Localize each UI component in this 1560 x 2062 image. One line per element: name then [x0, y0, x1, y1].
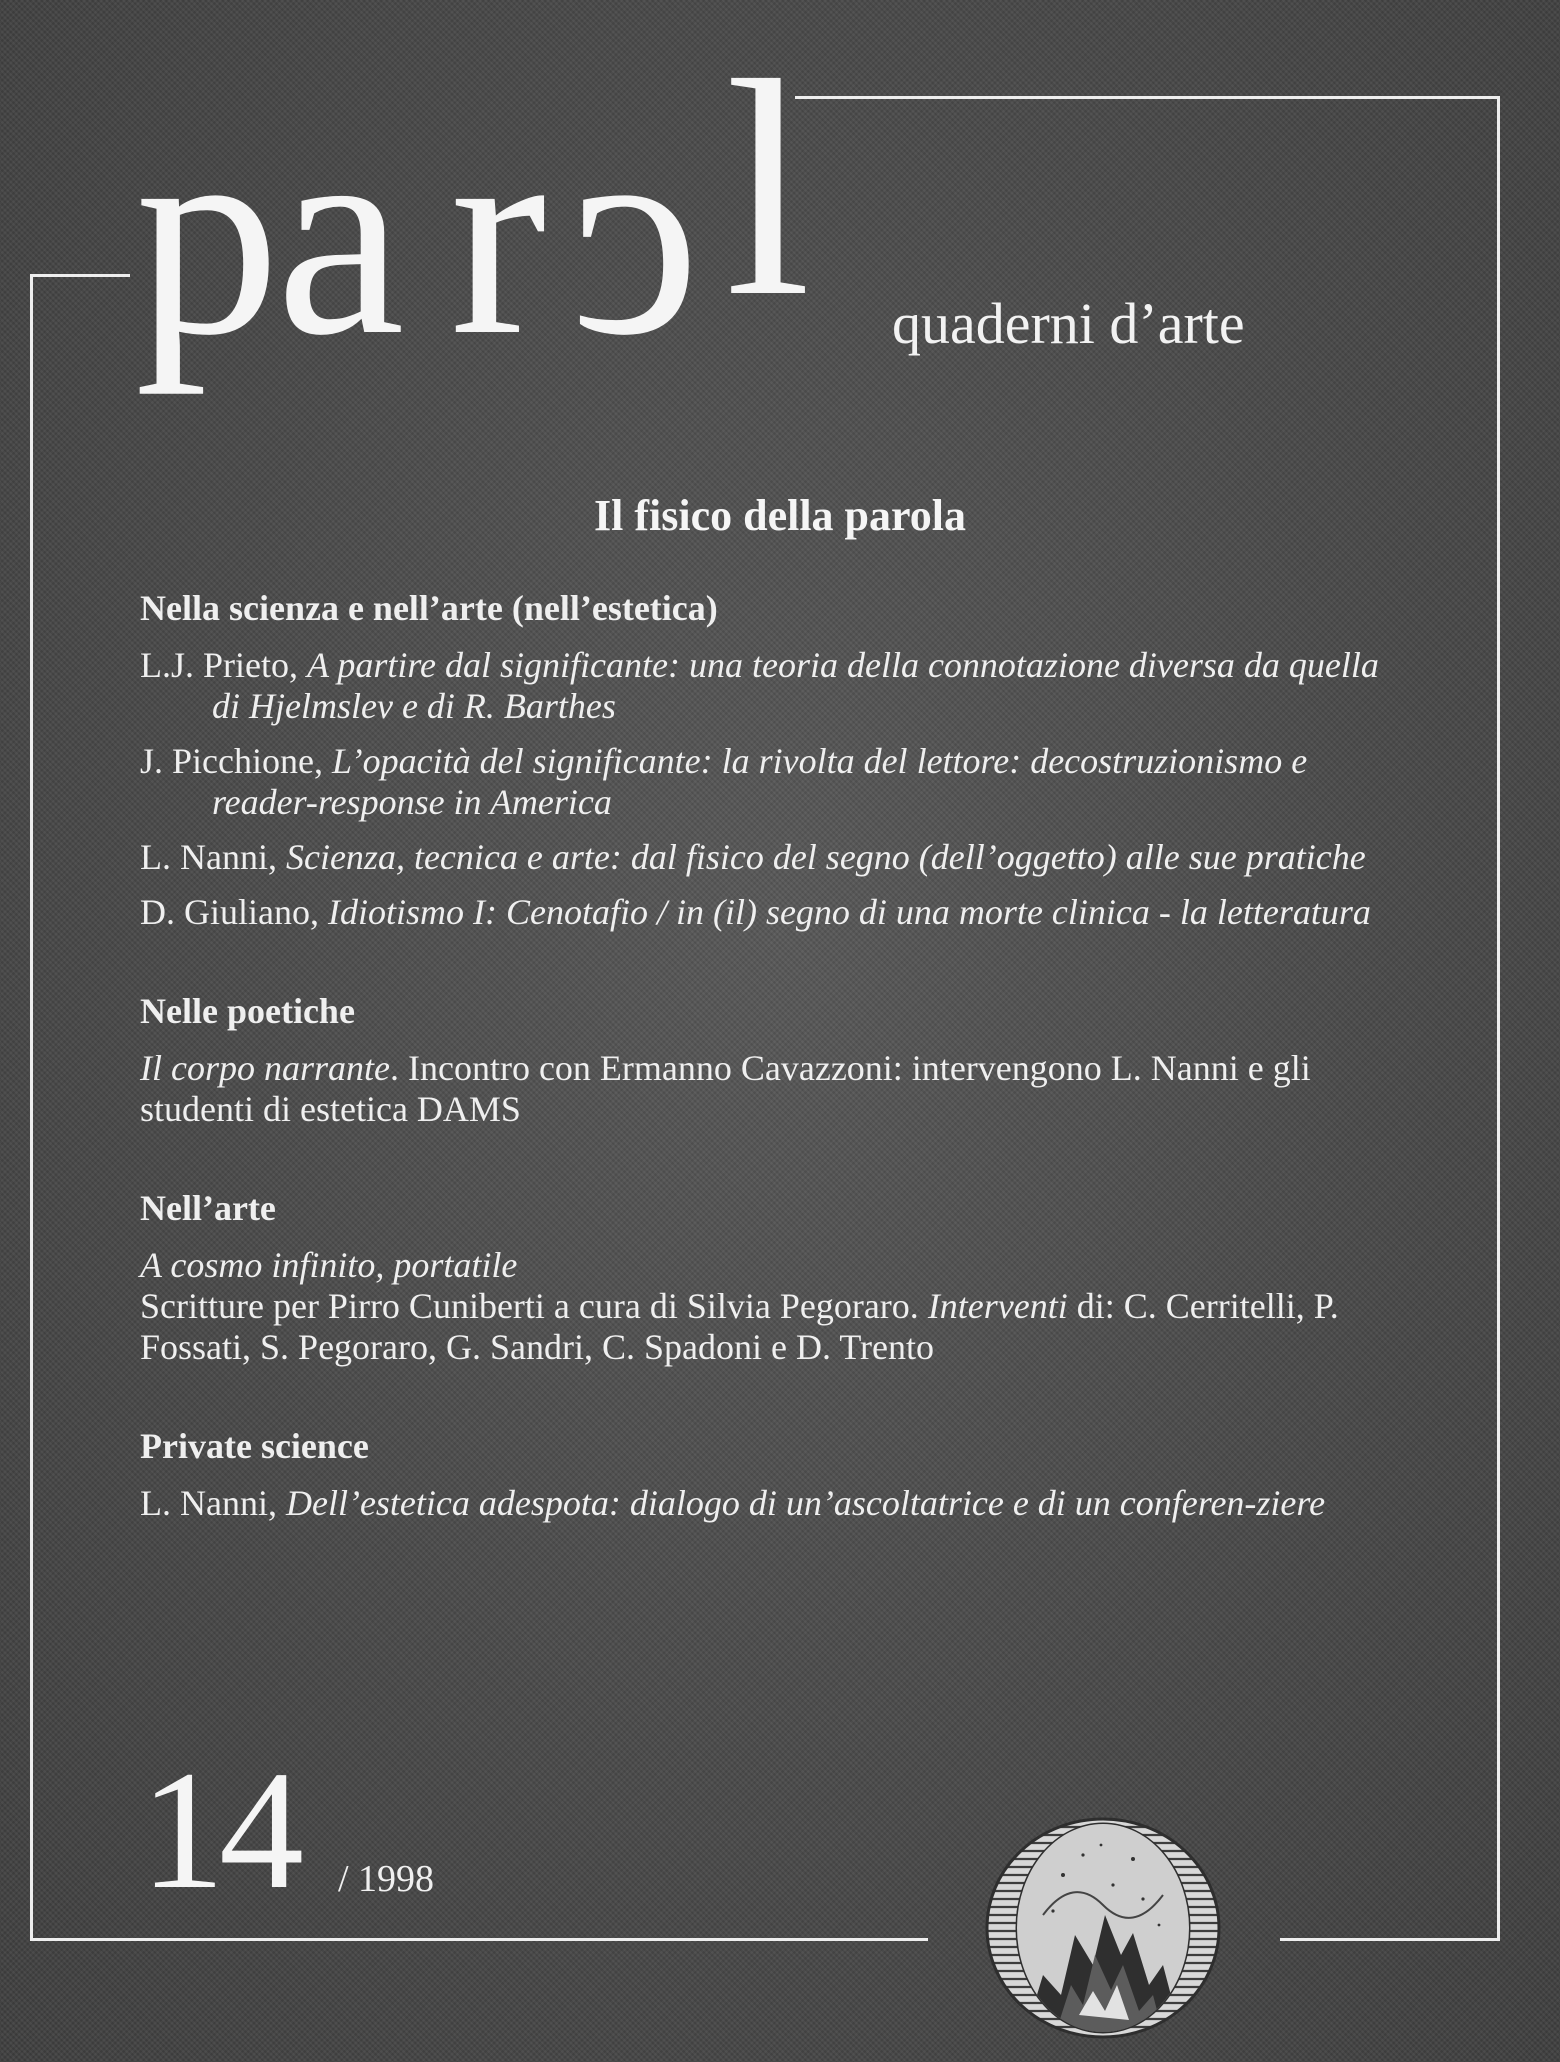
frame-right: [1497, 96, 1500, 1941]
entry-emphasis: Interventi: [927, 1286, 1068, 1326]
section-heading: Nella scienza e nell’arte (nell’estetica): [140, 588, 718, 628]
section-heading: Nelle poetiche: [140, 991, 355, 1031]
entry-title: A partire dal significante: una teoria della connotazione diversa da quella di Hjelmslev e di R. Barthes: [212, 645, 1379, 726]
toc-entry: [140, 892, 1385, 933]
toc-entry: [140, 837, 1385, 878]
publisher-emblem-icon: [983, 1815, 1223, 2041]
logo-reversed-c: c: [575, 74, 700, 395]
issue-title: Il fisico della parola: [594, 491, 966, 540]
entry-title: Il corpo narrante: [140, 1048, 390, 1088]
entry-title: Scienza, tecnica e arte: dal fisico del segno (dell’oggetto) alle sue pratiche: [285, 837, 1366, 877]
logo-letter-l: l: [725, 18, 808, 361]
toc-entry: [140, 1483, 1385, 1524]
entry-title: Idiotismo I: Cenotafio / in (il) segno di una morte clinica - la letteratura: [327, 892, 1371, 932]
frame-top-left: [30, 274, 130, 277]
section-private-science: [140, 1426, 1385, 1524]
section-heading: Nell’arte: [140, 1188, 276, 1228]
section-scienza-arte: [140, 588, 1385, 933]
journal-subtitle: quaderni d’arte: [892, 291, 1245, 356]
frame-bottom-left: [30, 1938, 928, 1941]
toc-entry: [140, 1286, 1385, 1368]
entry-contributors: di: C. Cerritelli, P. Fossati, S. Pegoraro, G. Sandri, C. Spadoni e D. Trento: [140, 1286, 1339, 1367]
frame-bottom-right: [1280, 1938, 1500, 1941]
section-heading: Private science: [140, 1426, 369, 1466]
frame-top-right: [795, 96, 1500, 99]
entry-title: L’opacità del significante: la rivolta del lettore: decostruzionismo e reader-response in America: [212, 741, 1308, 822]
table-of-contents: [140, 588, 1385, 1582]
issue-year: / 1998: [338, 1858, 435, 1900]
toc-entry: [140, 645, 1385, 727]
journal-logo: [135, 18, 808, 430]
section-arte: [140, 1188, 1385, 1368]
issue-number: 14: [140, 1736, 298, 1924]
logo-letter-r: r: [450, 74, 543, 395]
toc-entry: [140, 741, 1385, 823]
entry-title: Dell’estetica adespota: dialogo di un’ascoltatrice e di un conferen-ziere: [285, 1483, 1326, 1523]
entry-author: L.J. Prieto,: [140, 645, 307, 685]
entry-description: . Incontro con Ermanno Cavazzoni: intervengono L. Nanni e gli studenti di estetica DAMS: [140, 1048, 1311, 1129]
entry-author: J. Picchione,: [140, 741, 332, 781]
entry-author: D. Giuliano,: [140, 892, 328, 932]
entry-author: L. Nanni,: [140, 1483, 286, 1523]
section-poetiche: [140, 991, 1385, 1130]
entry-description: Scritture per Pirro Cuniberti a cura di Silvia Pegoraro.: [140, 1286, 928, 1326]
toc-entry: [140, 1048, 1385, 1130]
entry-title: A cosmo infinito, portatile: [140, 1245, 518, 1285]
logo-letters-pa: pa: [135, 74, 401, 395]
entry-author: L. Nanni,: [140, 837, 286, 877]
